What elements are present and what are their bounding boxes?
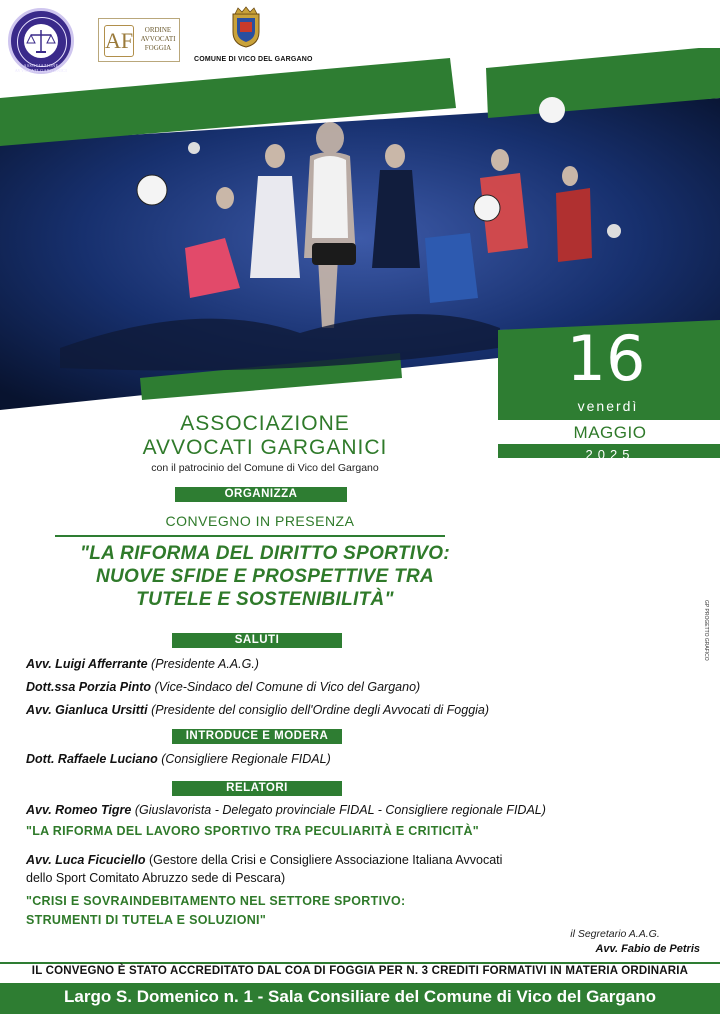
moderator-name: Dott. Raffaele Luciano (26, 752, 158, 766)
saluti-item (26, 703, 489, 717)
event-time-from: dalle ore 15:30 (570, 468, 650, 482)
speaker-role: (Vice-Sindaco del Comune di Vico del Gargano) (154, 680, 421, 694)
event-title-line-2: NUOVE SFIDE E PROSPETTIVE TRA (95, 566, 435, 587)
association-seal-text: ASSOCIAZIONE AVVOCATI GARGANICI (14, 63, 68, 73)
footer-divider (0, 962, 720, 964)
speaker-name: Avv. Gianluca Ursitti (26, 703, 148, 717)
speaker-name: Dott.ssa Porzia Pinto (26, 680, 152, 694)
sports-hero-image (0, 48, 720, 458)
comune-crest-icon (229, 6, 263, 48)
ordine-text-line-2: AVVOCATI (140, 35, 176, 43)
venue-address: Largo S. Domenico n. 1 - Sala Consiliare del Comune di Vico del Gargano (64, 987, 656, 1006)
relatore-name: Avv. Romeo Tigre (26, 803, 132, 817)
accreditation-note: IL CONVEGNO È STATO ACCREDITATO DAL COA DI FOGGIA PER N. 3 CREDITI FORMATIVI IN MATERIA ORDINARIA (31, 965, 689, 977)
event-type: CONVEGNO IN PRESENZA (165, 513, 355, 529)
speaker-role: (Presidente A.A.G.) (151, 657, 259, 671)
relatore-talk-title: "LA RIFORMA DEL LAVORO SPORTIVO TRA PECULIARITÀ E CRITICITÀ" (26, 824, 479, 838)
speaker-role: (Presidente del consiglio dell'Ordine degli Avvocati di Foggia) (151, 703, 490, 717)
event-title-line-1: "LA RIFORMA DEL DIRITTO SPORTIVO: (79, 543, 451, 564)
event-weekday: venerdì (577, 398, 639, 414)
ordine-mark: AF (104, 25, 134, 57)
event-year: 2025 (585, 447, 635, 462)
event-month: MAGGIO (573, 423, 647, 442)
title-divider (55, 535, 445, 537)
event-title (30, 542, 500, 611)
moderator-role: (Consigliere Regionale FIDAL) (161, 752, 331, 766)
ordine-text-line-1: ORDINE (144, 26, 172, 34)
speaker-name: Avv. Luigi Afferrante (26, 657, 148, 671)
graphic-credit-text: GP PROGETTO GRAFICO (703, 600, 709, 661)
relatore-item (26, 853, 502, 867)
secretary-role: il Segretario A.A.G. (570, 928, 660, 940)
organizer-line-1: ASSOCIAZIONE (180, 412, 350, 435)
introduce-badge: INTRODUCE E MODERA (172, 729, 342, 744)
organizer-line-2: AVVOCATI GARGANICI (142, 436, 388, 459)
saluti-badge: SALUTI (172, 633, 342, 648)
relatore-role-continued: dello Sport Comitato Abruzzo sede di Pescara) (26, 871, 286, 885)
patronage-line: con il patrocinio del Comune di Vico del Gargano (151, 462, 379, 474)
comune-label: COMUNE DI VICO DEL GARGANO (194, 56, 313, 63)
relatore-name: Avv. Luca Ficuciello (26, 853, 146, 867)
graphic-credit (697, 600, 711, 680)
event-day: 16 (566, 322, 646, 395)
organizza-badge: ORGANIZZA (175, 487, 347, 502)
ordine-text-line-3: FOGGIA (144, 44, 172, 52)
relatore-role: (Giuslavorista - Delegato provinciale FIDAL - Consigliere regionale FIDAL) (134, 803, 546, 817)
relatore-role: (Gestore della Crisi e Consigliere Associazione Italiana Avvocati (148, 853, 503, 867)
relatore-talk-title-line-1: "CRISI E SOVRAINDEBITAMENTO NEL SETTORE SPORTIVO: (26, 894, 406, 908)
secretary-name: Avv. Fabio de Petris (595, 943, 700, 955)
event-title-line-3: TUTELE E SOSTENIBILITÀ" (136, 589, 394, 610)
saluti-item (26, 680, 420, 694)
event-time-to: alle ore 18:30 (573, 484, 647, 498)
relatore-talk-title-line-2: STRUMENTI DI TUTELA E SOLUZIONI" (26, 913, 267, 927)
relatori-badge: RELATORI (172, 781, 342, 796)
saluti-item (26, 657, 259, 671)
relatore-item (26, 803, 546, 817)
moderator-item (26, 752, 331, 766)
